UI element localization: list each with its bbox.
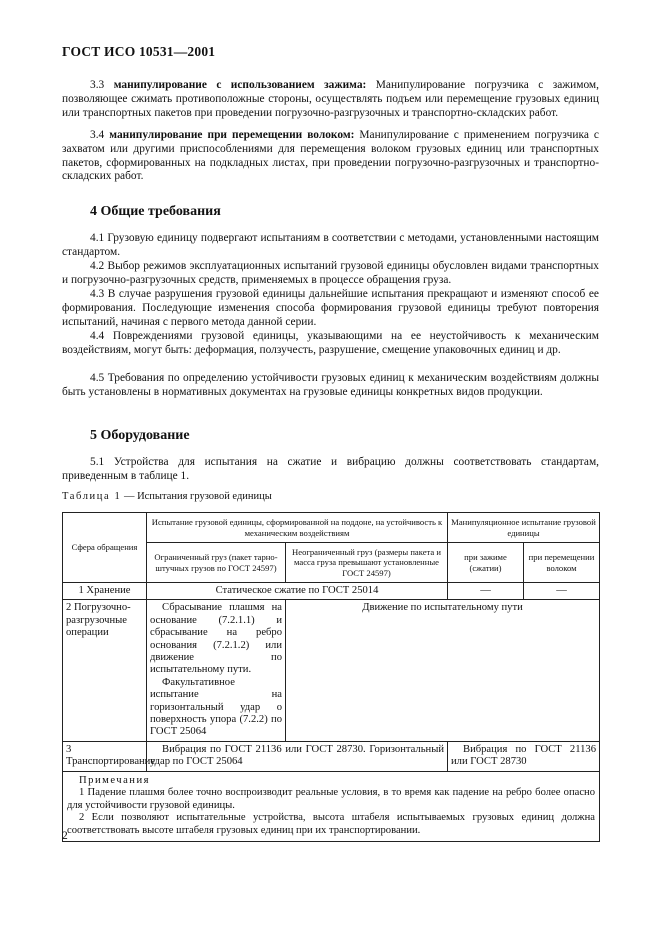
table-row-storage (63, 583, 600, 600)
clause-text: Манипулирование с применением погрузчика с захватом или другими приспособлениями для перемещения волоком грузовых единиц или транспортных пакетов, сформированных на подкладных листах, при проведении погрузочно-разгрузочных и транспортно-складских работ. (62, 129, 599, 183)
cell-sphere: 2 Погрузочно-разгрузочные операции (63, 600, 147, 741)
paragraph-4-2: 4.2 Выбор режимов эксплуатационных испытаний грузовой единицы обусловлен видами транспортных и погрузочно-разгрузочных средств, применяемых в процессе обращения груза. (62, 260, 599, 286)
header-unlimited-load: Неограниченный груз (размеры пакета и масса груза превышают установленные ГОСТ 24597) (286, 543, 448, 583)
header-drag: при перемещении волоком (524, 543, 600, 583)
clause-number: 3.3 (90, 79, 105, 91)
note-1: 1 Падение плашмя более точно воспроизводит реальные условия, в то время как падение на ребро более опасно для устойчивости грузовой единицы. (67, 787, 595, 811)
paragraph-4-3: 4.3 В случае разрушения грузовой единицы дальнейшие испытания прекращают и изменяют способ ее формирования. Последующие изменения способа формирования грузовой единицы требуют повторения испытаний, начиная с первого метода данной серии. (62, 288, 599, 328)
table-row-notes (63, 771, 600, 841)
cell-vibration-pallet: Вибрация по ГОСТ 21136 или ГОСТ 28730. Горизонтальный удар по ГОСТ 25064 (147, 741, 448, 771)
cell-limited-load (147, 600, 286, 741)
header-manipulation-test: Манипуляционное испытание грузовой единицы (448, 513, 600, 543)
table-notes (63, 771, 600, 841)
cell-sphere: 3 Транспортирование (63, 741, 147, 771)
table-row-transport (63, 741, 600, 771)
cell-clamp: — (448, 583, 524, 600)
section-5-title: 5 Оборудование (90, 428, 190, 443)
header-sphere: Сфера обращения (63, 513, 147, 583)
clause-3-3 (62, 79, 599, 120)
paragraph-4-4: 4.4 Повреждениями грузовой единицы, указывающими на ее неустойчивость к механическим воздействиям, могут быть: деформация, ползучесть, разрушение, смещение упаковочных единиц и др. (62, 330, 599, 356)
cell-test-track: Движение по испытательному пути (286, 600, 600, 741)
table-caption (62, 491, 272, 502)
clause-term: манипулирование с использованием зажима: (113, 79, 367, 91)
table-caption-text: — Испытания грузовой единицы (121, 491, 272, 502)
cell-limited-text-2: Факультативное испытание на горизонтальный удар о поверхность упора (7.2.2) по ГОСТ 25064 (150, 676, 282, 738)
header-clamp: при зажиме (сжатии) (448, 543, 524, 583)
clause-term: манипулирование при перемещении волоком: (109, 129, 355, 141)
cell-sphere: 1 Хранение (63, 583, 147, 600)
header-pallet-test: Испытание грузовой единицы, сформированной на поддоне, на устойчивость к механическим воздействиям (147, 513, 448, 543)
table-1 (62, 512, 600, 842)
cell-vibration-manip: Вибрация по ГОСТ 21136 или ГОСТ 28730 (448, 741, 600, 771)
page-number: 2 (62, 830, 68, 842)
paragraph-5-1: 5.1 Устройства для испытания на сжатие и вибрацию должны соответствовать стандартам, приведенным в таблице 1. (62, 456, 599, 482)
header-limited-load: Ограниченный груз (пакет тарно-штучных грузов по ГОСТ 24597) (147, 543, 286, 583)
clause-text: Манипулирование погрузчика с зажимом, позволяющее сжимать противоположные стороны, осуществлять подъем или перемещение грузовых единиц или транспортных пакетов при проведении погрузочно-разгрузочных и транспортно-складских работ. (62, 79, 599, 119)
table-row-loading (63, 600, 600, 741)
table-caption-label: Таблица 1 (62, 491, 122, 502)
notes-title: Примечания (79, 774, 150, 786)
cell-drag: — (524, 583, 600, 600)
document-header: ГОСТ ИСО 10531—2001 (62, 44, 216, 59)
section-4-title: 4 Общие требования (90, 204, 221, 219)
cell-limited-text-1: Сбрасывание плашмя на основание (7.2.1.1) и сбрасывание на ребро основания (7.2.1.2) или движение по испытательному пути. (150, 602, 282, 676)
paragraph-4-5: 4.5 Требования по определению устойчивости грузовых единиц к механическим воздействиям должны быть установлены в нормативных документах на грузовые единицы конкретных видов продукции. (62, 372, 599, 398)
cell-static-compression: Статическое сжатие по ГОСТ 25014 (147, 583, 448, 600)
clause-number: 3.4 (90, 129, 105, 141)
paragraph-4-1: 4.1 Грузовую единицу подвергают испытаниям в соответствии с методами, установленными настоящим стандартом. (62, 232, 599, 258)
note-2: 2 Если позволяют испытательные устройства, высота штабеля испытываемых грузовых единиц должна соответствовать высоте штабеля грузовых единиц при их транспортировании. (67, 812, 595, 837)
clause-3-4 (62, 129, 599, 184)
